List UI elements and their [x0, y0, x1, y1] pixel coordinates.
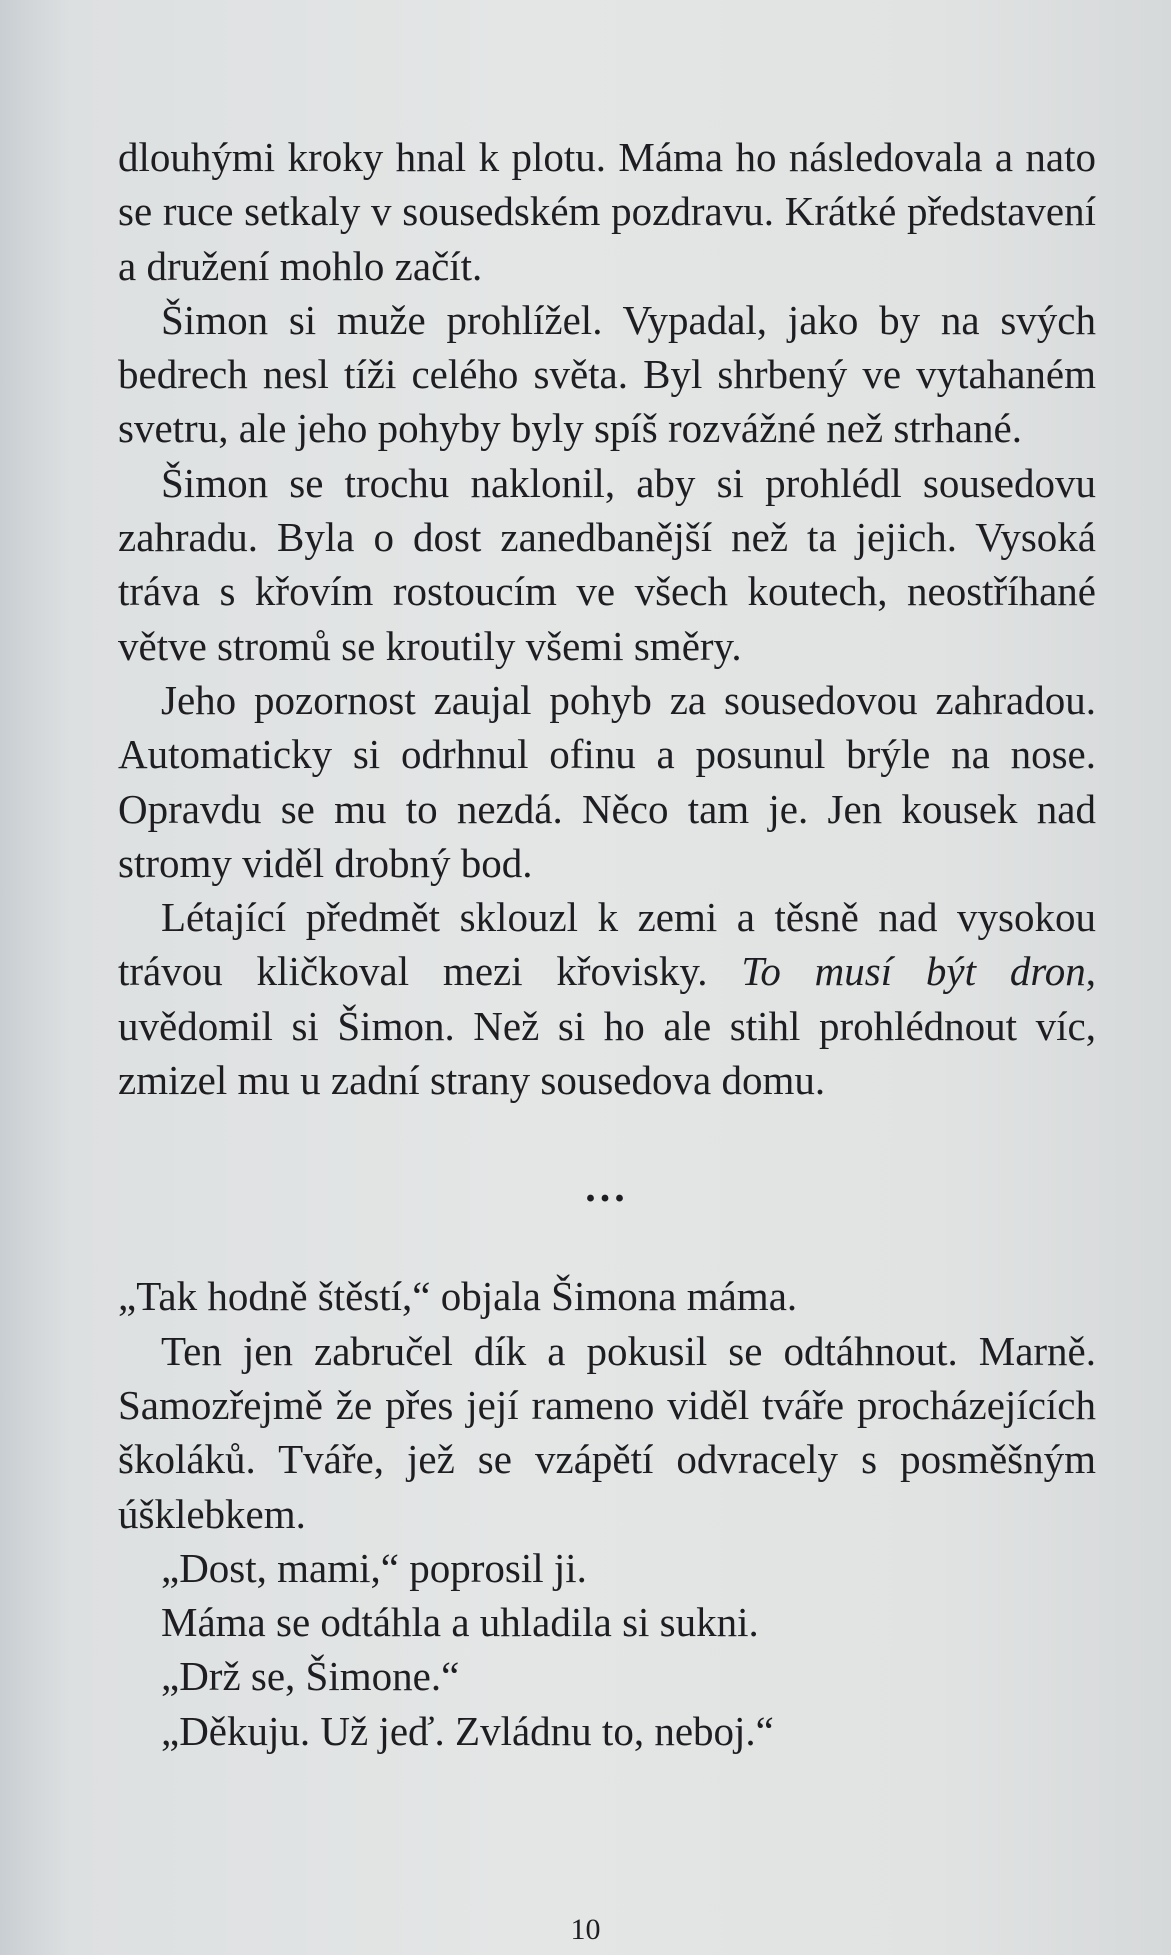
- paragraph-text: , uvědomil si Šimon. Než si ho ale stihl prohlédnout víc, zmizel mu u zadní strany sousedova domu.: [118, 948, 1096, 1104]
- paragraph: „Děkuju. Už jeď. Zvládnu to, neboj.“: [161, 1707, 774, 1754]
- paragraph: „Tak hodně štěstí,“ objala Šimona máma.: [118, 1273, 798, 1320]
- paragraph: dlouhými kroky hnal k plotu. Máma ho následovala a nato se ruce setkaly v sousedském pozdravu. Krátké představení a družení mohlo začít.: [118, 134, 1096, 289]
- italic-thought: To musí být dron: [741, 948, 1086, 995]
- page-body: [118, 130, 1096, 1758]
- paragraph: „Drž se, Šimone.“: [161, 1653, 460, 1700]
- paragraph-drone: [118, 890, 1096, 1107]
- paragraph-text: Létající předmět sklouzl k zemi a těsně nad vysokou trávou kličkoval mezi křovisky.: [118, 894, 1096, 995]
- paragraph: Máma se odtáhla a uhladila si sukni.: [161, 1599, 759, 1646]
- section-separator: ...: [585, 1165, 629, 1212]
- paragraph: Šimon se trochu naklonil, aby si prohlédl sousedovu zahradu. Byla o dost zanedbanější než ta jejich. Vysoká tráva s křovím rostoucím ve všech koutech, neostříhané větve stromů se kroutily všemi směry.: [118, 459, 1096, 669]
- paragraph: Šimon si muže prohlížel. Vypadal, jako by na svých bedrech nesl tíži celého světa. Byl shrbený ve vytahaném svetru, ale jeho pohyby byly spíš rozvážné než strhané.: [118, 296, 1096, 452]
- paragraph: Ten jen zabručel dík a pokusil se odtáhnout. Marně. Samozřejmě že přes její rameno viděl tváře procházejících školáků. Tváře, jež se vzápětí odvracely s posměšným úšklebkem.: [118, 1327, 1096, 1537]
- paragraph: Jeho pozornost zaujal pohyb za sousedovou zahradou. Automaticky si odrhnul ofinu a posunul brýle na nose. Opravdu se mu to nezdá. Něco tam je. Jen kousek nad stromy viděl drobný bod.: [118, 676, 1096, 886]
- paragraph: „Dost, mami,“ poprosil ji.: [161, 1544, 587, 1591]
- page-number: 10: [570, 1913, 601, 1946]
